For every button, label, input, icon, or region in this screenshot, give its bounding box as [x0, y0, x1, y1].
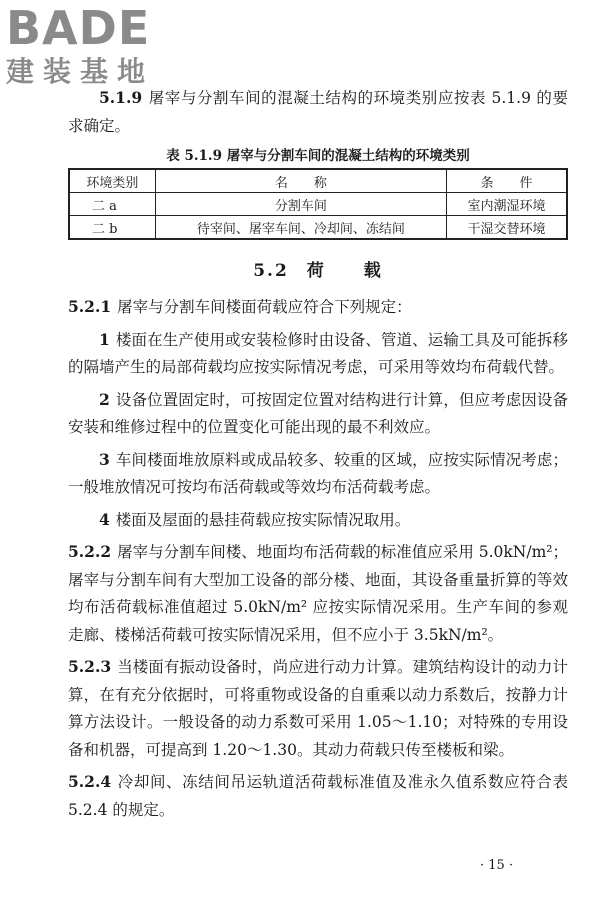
list-item	[68, 506, 568, 535]
section-heading	[68, 256, 568, 281]
clause-number: 5.2.4	[68, 772, 112, 791]
clause-5-1-9	[68, 84, 568, 140]
clause-number: 5.2.3	[68, 657, 112, 676]
clause-number: 5.1.9	[99, 88, 143, 107]
header-env-category: 环境类别	[69, 169, 155, 193]
document-body	[68, 84, 568, 828]
item-text: 楼面在生产使用或安装检修时由设备、管道、运输工具及可能拆移的隔墙产生的局部荷载均应按实际情况考虑，可采用等效均布荷载代替。	[68, 330, 568, 376]
table-cell: 干湿交替环境	[446, 216, 567, 240]
environment-category-table	[68, 168, 568, 240]
table-cell: 二 b	[69, 216, 155, 240]
clause-text: 冷却间、冻结间吊运轨道活荷载标准值及准永久值系数应符合表 5.2.4 的规定。	[68, 773, 568, 819]
item-number: 4	[99, 509, 110, 529]
page-number: · 15 ·	[480, 858, 514, 873]
table-cell: 待宰间、屠宰车间、冷却间、冻结间	[155, 216, 446, 240]
item-text: 设备位置固定时，可按固定位置对结构进行计算，但应考虑因设备安装和维修过程中的位置变化可能出现的最不利效应。	[68, 390, 568, 436]
table-cell: 室内潮湿环境	[446, 193, 567, 216]
table-cell: 二 a	[69, 193, 155, 216]
clause-text: 当楼面有振动设备时，尚应进行动力计算。建筑结构设计的动力计算，在有充分依据时，可将重物或设备的自重乘以动力系数后，按静力计算方法设计。一般设备的动力系数可采用 1.05～1.10；对特殊的专用设备和机器，可提高到 1.20～1.30。其动力荷载只传至楼板和梁。	[68, 658, 568, 759]
item-number: 1	[99, 329, 110, 349]
header-condition: 条 件	[446, 169, 567, 193]
clause-number: 5.2.1	[68, 297, 112, 316]
clause-number: 5.2.2	[68, 542, 112, 561]
clause-5-2-1	[68, 293, 568, 322]
table-header-row	[69, 169, 567, 193]
clause-text: 屠宰与分割车间楼、地面均布活荷载的标准值应采用 5.0kN/m²；屠宰与分割车间有大型加工设备的部分楼、地面，其设备重量折算的等效均布活荷载标准值超过 5.0kN/m² 应按实际情况采用。生产车间的参观走廊、楼梯活荷载可按实际情况采用，但不应小于 3.5kN/m²。	[68, 543, 568, 644]
clause-5-2-4	[68, 768, 568, 824]
clause-5-2-2	[68, 538, 568, 649]
header-name: 名 称	[155, 169, 446, 193]
table-row	[69, 193, 567, 216]
list-item	[68, 386, 568, 442]
clause-text: 屠宰与分割车间的混凝土结构的环境类别应按表 5.1.9 的要求确定。	[68, 89, 568, 135]
item-text: 车间楼面堆放原料或成品较多、较重的区域，应按实际情况考虑；一般堆放情况可按均布活荷载或等效均布活荷载考虑。	[68, 450, 568, 496]
section-number: 5.2	[253, 261, 289, 281]
list-item	[68, 326, 568, 382]
bade-logo	[6, 1, 186, 94]
table-caption: 表 5.1.9 屠宰与分割车间的混凝土结构的环境类别	[166, 148, 470, 164]
logo-wordmark: BADE	[6, 1, 151, 55]
clause-5-2-3	[68, 653, 568, 764]
section-title: 荷 载	[306, 261, 383, 281]
item-number: 3	[99, 449, 110, 469]
table-cell: 分割车间	[155, 193, 446, 216]
item-text: 楼面及屋面的悬挂荷载应按实际情况取用。	[115, 510, 411, 529]
logo-subtitle: 建装基地	[6, 55, 155, 88]
clause-text: 屠宰与分割车间楼面荷载应符合下列规定：	[117, 298, 412, 316]
table-row	[69, 216, 567, 240]
item-number: 2	[99, 389, 110, 409]
list-item	[68, 446, 568, 502]
